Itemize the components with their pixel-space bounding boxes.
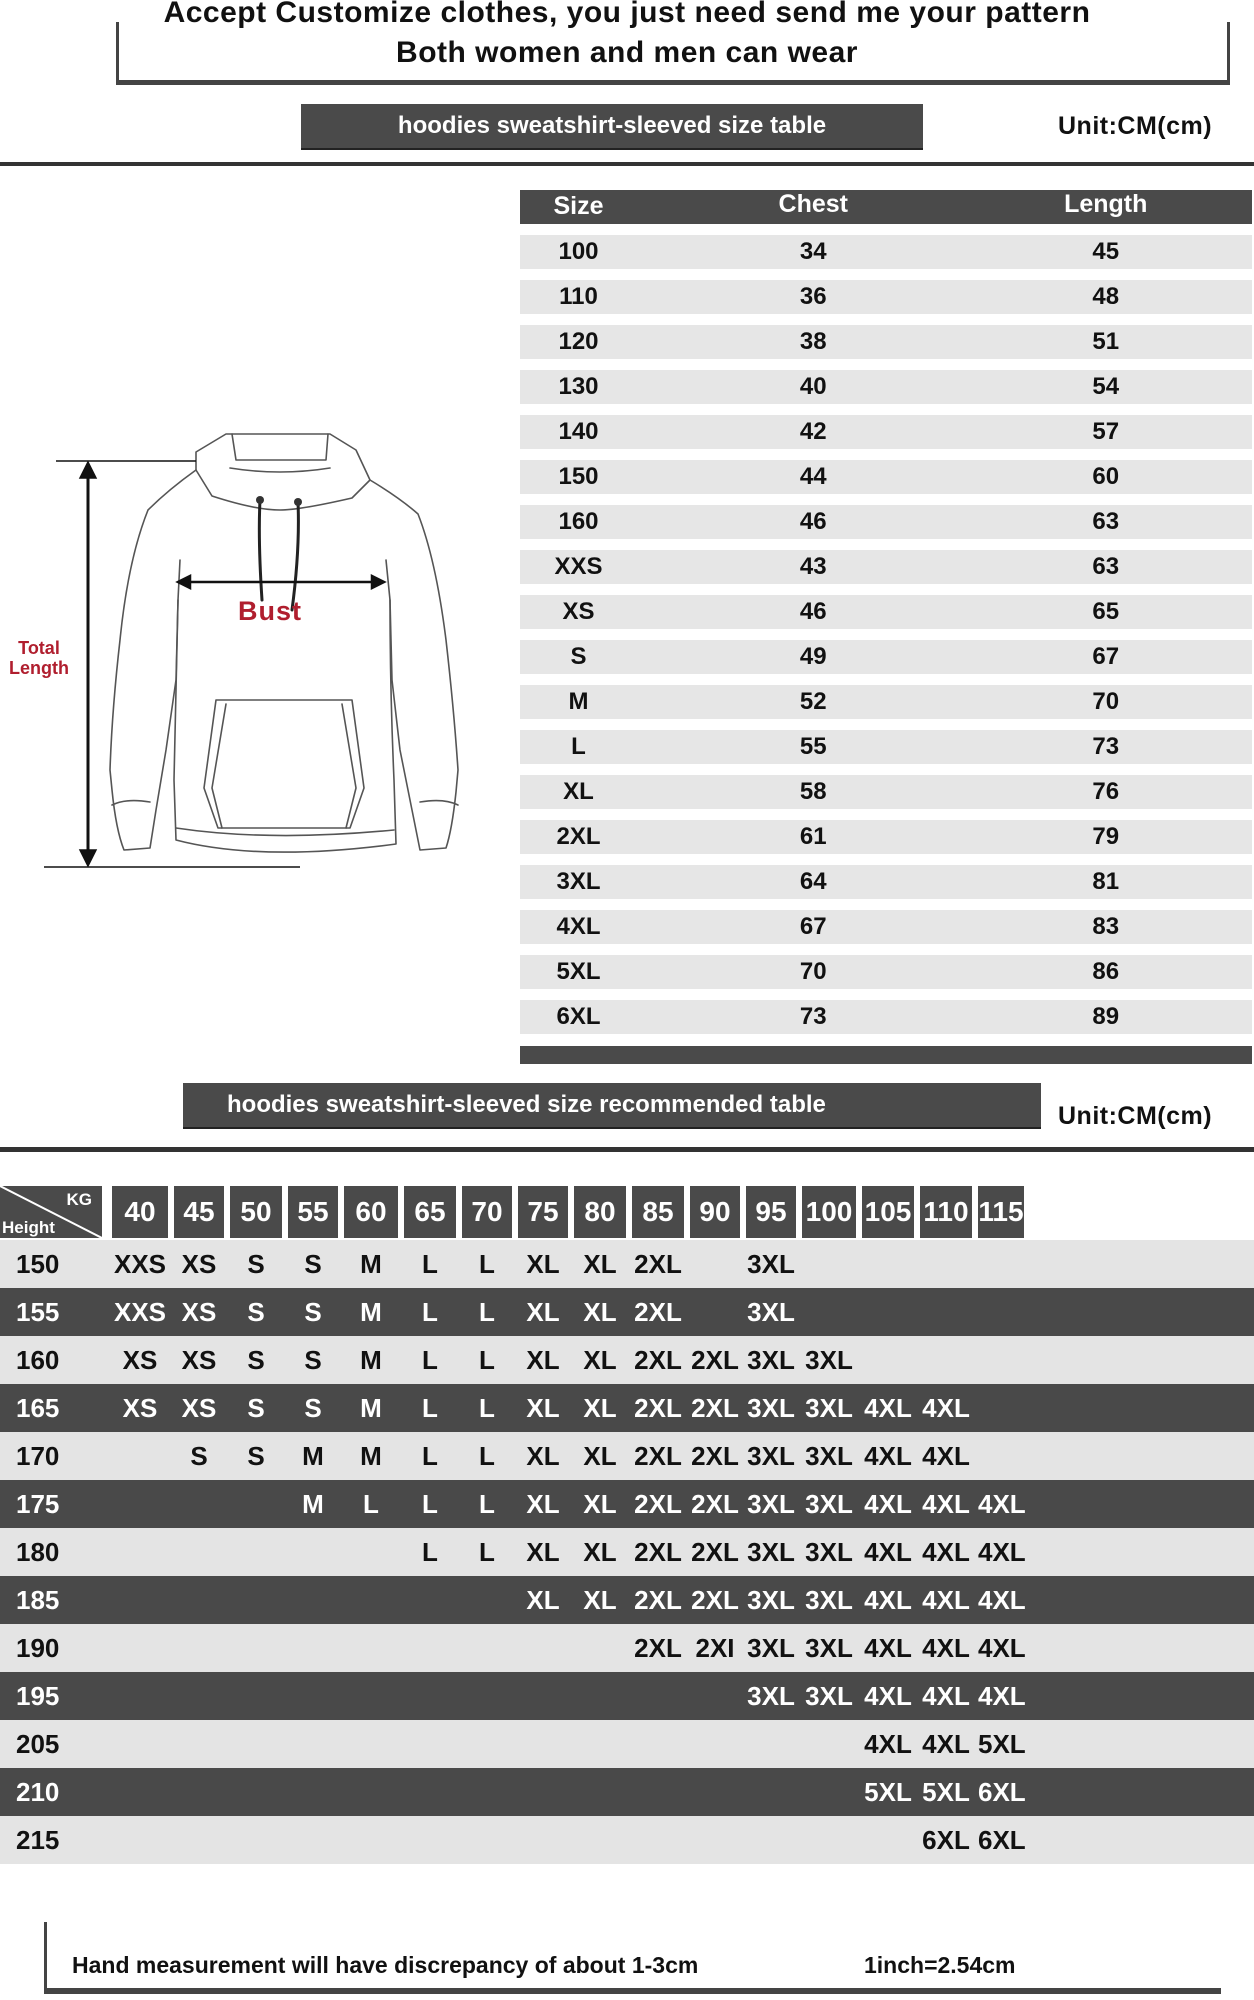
size-cell: 2XL xyxy=(634,1296,682,1327)
header-length: Length xyxy=(1064,190,1148,218)
size-table-body xyxy=(520,235,1252,1034)
size-cell: XL xyxy=(526,1584,560,1615)
size-cell: XS xyxy=(122,1344,158,1375)
length-cell: 57 xyxy=(1092,418,1120,445)
size-cell: 130 xyxy=(558,373,599,400)
size-cell: 4XL xyxy=(864,1488,912,1519)
size-cell: 4XL xyxy=(864,1632,912,1663)
size-cell: 4XL xyxy=(922,1584,970,1615)
table-row xyxy=(520,910,1252,944)
total-length-label xyxy=(4,638,74,678)
size-cell: XL xyxy=(526,1536,560,1567)
weight-header-cell: 105 xyxy=(862,1186,914,1238)
height-cell: 185 xyxy=(16,1584,60,1615)
size-cell: XXS xyxy=(113,1296,167,1327)
size-cell: XS xyxy=(181,1248,217,1279)
size-cell: 3XL xyxy=(747,1632,795,1663)
size-cell: 4XL xyxy=(864,1680,912,1711)
corner-height-label: Height xyxy=(2,1218,55,1237)
size-cell: 4XL xyxy=(922,1488,970,1519)
size-cell: L xyxy=(422,1392,438,1423)
size-cell: XS xyxy=(181,1392,217,1423)
size-cell: XL xyxy=(526,1488,560,1519)
table-row xyxy=(520,1000,1252,1034)
recommended-table-header xyxy=(0,1186,1254,1240)
size-cell: 160 xyxy=(558,508,599,535)
weight-header-cell: 80 xyxy=(574,1186,626,1238)
size-table xyxy=(520,190,1252,1064)
size-cell: XL xyxy=(583,1344,617,1375)
size-cell: L xyxy=(422,1296,438,1327)
size-cell: 2XL xyxy=(691,1440,739,1471)
size-cell: 2XL xyxy=(634,1440,682,1471)
table-row xyxy=(520,415,1252,449)
size-cell: 4XL xyxy=(978,1536,1026,1567)
size-cell: S xyxy=(304,1248,322,1279)
length-cell: 63 xyxy=(1092,553,1120,580)
chest-cell: 46 xyxy=(799,508,827,535)
size-cell: XL xyxy=(526,1392,560,1423)
size-cell: 3XL xyxy=(747,1488,795,1519)
height-cell: 210 xyxy=(16,1776,60,1807)
size-cell: 150 xyxy=(558,463,599,490)
table-row xyxy=(0,1432,1254,1480)
size-cell: 4XL xyxy=(922,1680,970,1711)
table-row xyxy=(520,280,1252,314)
chest-cell: 43 xyxy=(799,553,827,580)
size-cell: L xyxy=(479,1488,495,1519)
weight-header-cell: 110 xyxy=(920,1186,972,1238)
size-cell: L xyxy=(571,733,586,760)
size-cell: 2XL xyxy=(634,1248,682,1279)
height-cell: 175 xyxy=(16,1488,60,1519)
table-row xyxy=(0,1288,1254,1336)
size-cell: XL xyxy=(526,1440,560,1471)
size-cell: 4XL xyxy=(922,1632,970,1663)
size-cell: XS xyxy=(181,1344,217,1375)
size-cell: 3XL xyxy=(747,1344,795,1375)
size-cell: 3XL xyxy=(747,1248,795,1279)
weight-header-cell: 40 xyxy=(112,1186,168,1238)
size-cell: M xyxy=(302,1488,324,1519)
size-cell: L xyxy=(479,1344,495,1375)
size-cell: XL xyxy=(583,1248,617,1279)
size-cell: XL xyxy=(583,1392,617,1423)
size-cell: 3XL xyxy=(747,1440,795,1471)
size-cell: S xyxy=(247,1344,265,1375)
chest-cell: 38 xyxy=(799,328,827,355)
chest-cell: 49 xyxy=(799,643,827,670)
weight-header-cell: 65 xyxy=(404,1186,456,1238)
size-cell: 2XL xyxy=(634,1584,682,1615)
size-cell: 6XL xyxy=(922,1824,970,1855)
size-cell: 2XL xyxy=(634,1392,682,1423)
height-cell: 195 xyxy=(16,1680,60,1711)
weight-header-cell: 95 xyxy=(746,1186,796,1238)
chest-cell: 40 xyxy=(799,373,827,400)
size-cell: 100 xyxy=(558,238,599,265)
size-cell: 5XL xyxy=(556,958,601,985)
chest-cell: 52 xyxy=(799,688,827,715)
size-cell: 4XL xyxy=(978,1632,1026,1663)
length-cell: 89 xyxy=(1092,1003,1120,1030)
table-row xyxy=(520,640,1252,674)
measurement-note: Hand measurement will have discrepancy of about 1-3cm xyxy=(72,1952,699,1978)
size-cell: XL xyxy=(526,1248,560,1279)
size-cell: 3XL xyxy=(556,868,601,895)
length-cell: 70 xyxy=(1092,688,1120,715)
size-cell: 3XL xyxy=(747,1392,795,1423)
size-cell: L xyxy=(422,1248,438,1279)
length-cell: 60 xyxy=(1092,463,1120,490)
size-cell: XXS xyxy=(113,1248,167,1279)
table-row xyxy=(520,505,1252,539)
size-cell: 4XL xyxy=(864,1728,912,1759)
size-cell: 3XL xyxy=(747,1536,795,1567)
length-cell: 67 xyxy=(1092,643,1120,670)
chest-cell: 64 xyxy=(799,868,827,895)
size-cell: 2XL xyxy=(634,1536,682,1567)
bust-label: Bust xyxy=(238,596,302,626)
size-cell: L xyxy=(479,1536,495,1567)
size-cell: 4XL xyxy=(978,1680,1026,1711)
size-cell: 4XL xyxy=(922,1728,970,1759)
size-cell: L xyxy=(363,1488,379,1519)
size-cell: 2XL xyxy=(634,1632,682,1663)
size-cell: M xyxy=(360,1248,382,1279)
header-size: Size xyxy=(553,192,604,220)
table-row xyxy=(0,1768,1254,1816)
size-cell: 5XL xyxy=(864,1776,912,1807)
size-cell: S xyxy=(304,1296,322,1327)
size-cell: 6XL xyxy=(556,1003,601,1030)
height-cell: 160 xyxy=(16,1344,60,1375)
size-cell: XL xyxy=(583,1536,617,1567)
size-cell: L xyxy=(422,1488,438,1519)
recommended-table xyxy=(0,1186,1254,1864)
size-cell: M xyxy=(360,1440,382,1471)
weight-header-cell: 90 xyxy=(690,1186,740,1238)
height-cell: 190 xyxy=(16,1632,60,1663)
size-cell: 3XL xyxy=(805,1344,853,1375)
size-cell: M xyxy=(360,1344,382,1375)
size-cell: XL xyxy=(583,1296,617,1327)
size-cell: L xyxy=(479,1296,495,1327)
size-cell: 4XL xyxy=(978,1488,1026,1519)
weight-header-cell: 115 xyxy=(978,1186,1024,1238)
size-cell: XL xyxy=(526,1344,560,1375)
size-cell: S xyxy=(190,1440,208,1471)
size-table-unit: Unit:CM(cm) xyxy=(1058,112,1213,140)
size-cell: 5XL xyxy=(978,1728,1026,1759)
table-row xyxy=(0,1528,1254,1576)
size-cell: 2XL xyxy=(634,1344,682,1375)
chest-cell: 46 xyxy=(799,598,827,625)
size-cell: M xyxy=(302,1440,324,1471)
table-row xyxy=(520,865,1252,899)
size-cell: 2XL xyxy=(691,1488,739,1519)
size-cell: 3XL xyxy=(805,1632,853,1663)
size-cell: XS xyxy=(122,1392,158,1423)
length-cell: 86 xyxy=(1092,958,1120,985)
size-cell: S xyxy=(304,1392,322,1423)
weight-header-cell: 45 xyxy=(174,1186,224,1238)
table-row xyxy=(520,550,1252,584)
height-cell: 180 xyxy=(16,1536,60,1567)
size-cell: 5XL xyxy=(922,1776,970,1807)
table-row xyxy=(520,955,1252,989)
table-row xyxy=(0,1672,1254,1720)
table-row xyxy=(0,1624,1254,1672)
size-table-footer-bar xyxy=(520,1046,1252,1064)
size-cell: L xyxy=(479,1248,495,1279)
size-cell: L xyxy=(422,1344,438,1375)
weight-header-cell: 100 xyxy=(802,1186,856,1238)
size-cell: 4XL xyxy=(978,1584,1026,1615)
size-table-title: hoodies sweatshirt-sleeved size table xyxy=(301,104,923,148)
size-cell: S xyxy=(247,1440,265,1471)
size-cell: 3XL xyxy=(805,1680,853,1711)
table-row xyxy=(520,730,1252,764)
size-cell: 3XL xyxy=(805,1392,853,1423)
size-cell: XS xyxy=(562,598,595,625)
weight-header-cell: 85 xyxy=(632,1186,684,1238)
header-chest: Chest xyxy=(778,190,848,218)
banner-line-2: Both women and men can wear xyxy=(396,36,858,69)
recommended-table-body xyxy=(0,1240,1254,1864)
length-cell: 81 xyxy=(1092,868,1120,895)
table-row xyxy=(520,460,1252,494)
table-row xyxy=(520,595,1252,629)
chest-cell: 70 xyxy=(799,958,827,985)
size-cell: S xyxy=(570,643,587,670)
total-length-label-line-2: Length xyxy=(9,658,69,678)
height-cell: 150 xyxy=(16,1248,60,1279)
divider xyxy=(0,1147,1254,1152)
table-row xyxy=(0,1336,1254,1384)
size-cell: 3XL xyxy=(805,1584,853,1615)
table-row xyxy=(520,325,1252,359)
weight-header-cell: 60 xyxy=(344,1186,398,1238)
size-cell: 6XL xyxy=(978,1824,1026,1855)
table-row xyxy=(0,1720,1254,1768)
size-cell: L xyxy=(479,1440,495,1471)
length-cell: 83 xyxy=(1092,913,1120,940)
size-cell: 2XL xyxy=(691,1584,739,1615)
table-row xyxy=(520,235,1252,269)
size-cell: M xyxy=(360,1392,382,1423)
table-row xyxy=(0,1240,1254,1288)
corner-kg-label: KG xyxy=(66,1190,92,1209)
size-cell: M xyxy=(568,688,589,715)
size-cell: L xyxy=(422,1440,438,1471)
hoodie-diagram-icon xyxy=(0,410,500,880)
recommended-table-title: hoodies sweatshirt-sleeved size recommended table xyxy=(183,1083,1041,1127)
size-cell: 3XL xyxy=(805,1488,853,1519)
size-cell: 2XL xyxy=(691,1392,739,1423)
size-cell: 3XL xyxy=(747,1680,795,1711)
chest-cell: 44 xyxy=(799,463,827,490)
table-row xyxy=(0,1576,1254,1624)
weight-header-cell: 55 xyxy=(288,1186,338,1238)
weight-header-cell: 70 xyxy=(462,1186,512,1238)
total-length-label-line-1: Total xyxy=(18,638,60,658)
chest-cell: 36 xyxy=(799,283,827,310)
size-cell: 2XL xyxy=(691,1536,739,1567)
height-cell: 155 xyxy=(16,1296,60,1327)
length-cell: 76 xyxy=(1092,778,1120,805)
table-row xyxy=(520,775,1252,809)
chest-cell: 73 xyxy=(799,1003,827,1030)
length-cell: 45 xyxy=(1092,238,1120,265)
chest-cell: 55 xyxy=(799,733,827,760)
size-cell: S xyxy=(247,1392,265,1423)
weight-header-cell: 50 xyxy=(230,1186,282,1238)
size-cell: XL xyxy=(583,1488,617,1519)
size-cell: S xyxy=(247,1248,265,1279)
size-cell: 2XL xyxy=(556,823,601,850)
chest-cell: 61 xyxy=(799,823,827,850)
table-row xyxy=(520,820,1252,854)
size-cell: 4XL xyxy=(922,1536,970,1567)
chest-cell: 67 xyxy=(799,913,827,940)
table-row xyxy=(520,685,1252,719)
weight-header-cell: 75 xyxy=(518,1186,568,1238)
chest-cell: 34 xyxy=(799,238,827,265)
size-cell: XL xyxy=(583,1440,617,1471)
inch-conversion: 1inch=2.54cm xyxy=(864,1952,1016,1978)
height-cell: 215 xyxy=(16,1824,60,1855)
size-cell: 4XL xyxy=(922,1392,970,1423)
size-cell: XL xyxy=(526,1296,560,1327)
size-cell: L xyxy=(479,1392,495,1423)
length-cell: 73 xyxy=(1092,733,1120,760)
size-cell: 6XL xyxy=(978,1776,1026,1807)
size-cell: XL xyxy=(583,1584,617,1615)
size-cell: 3XL xyxy=(747,1296,795,1327)
size-cell: 3XL xyxy=(805,1536,853,1567)
corner-cell xyxy=(0,1186,102,1238)
length-cell: 51 xyxy=(1092,328,1120,355)
length-cell: 65 xyxy=(1092,598,1120,625)
size-cell: M xyxy=(360,1296,382,1327)
size-cell: 3XL xyxy=(805,1440,853,1471)
size-cell: 4XL xyxy=(864,1392,912,1423)
height-cell: 170 xyxy=(16,1440,60,1471)
size-cell: 4XL xyxy=(556,913,601,940)
size-cell: XXS xyxy=(554,553,603,580)
chest-cell: 42 xyxy=(799,418,827,445)
size-cell: L xyxy=(422,1536,438,1567)
divider xyxy=(0,162,1254,166)
size-cell: 120 xyxy=(558,328,599,355)
length-cell: 79 xyxy=(1092,823,1120,850)
table-row xyxy=(0,1816,1254,1864)
size-cell: 4XL xyxy=(864,1584,912,1615)
size-cell: 2XI xyxy=(695,1632,735,1663)
size-cell: 4XL xyxy=(864,1536,912,1567)
chest-cell: 58 xyxy=(799,778,827,805)
table-row xyxy=(520,370,1252,404)
height-cell: 165 xyxy=(16,1392,60,1423)
size-cell: 4XL xyxy=(864,1440,912,1471)
height-cell: 205 xyxy=(16,1728,60,1759)
size-cell: 3XL xyxy=(747,1584,795,1615)
length-cell: 63 xyxy=(1092,508,1120,535)
banner-line-1: Accept Customize clothes, you just need send me your pattern xyxy=(163,0,1091,29)
recommended-table-unit: Unit:CM(cm) xyxy=(1058,1102,1213,1130)
size-table-header xyxy=(520,190,1252,224)
table-row xyxy=(0,1480,1254,1528)
length-cell: 48 xyxy=(1092,283,1120,310)
size-cell: 140 xyxy=(558,418,599,445)
size-cell: XS xyxy=(181,1296,217,1327)
size-cell: 2XL xyxy=(634,1488,682,1519)
size-cell: S xyxy=(304,1344,322,1375)
size-cell: XL xyxy=(563,778,594,805)
table-row xyxy=(0,1384,1254,1432)
size-cell: 4XL xyxy=(922,1440,970,1471)
size-cell: S xyxy=(247,1296,265,1327)
length-cell: 54 xyxy=(1092,373,1120,400)
size-cell: 2XL xyxy=(691,1344,739,1375)
size-cell: 110 xyxy=(559,283,598,310)
